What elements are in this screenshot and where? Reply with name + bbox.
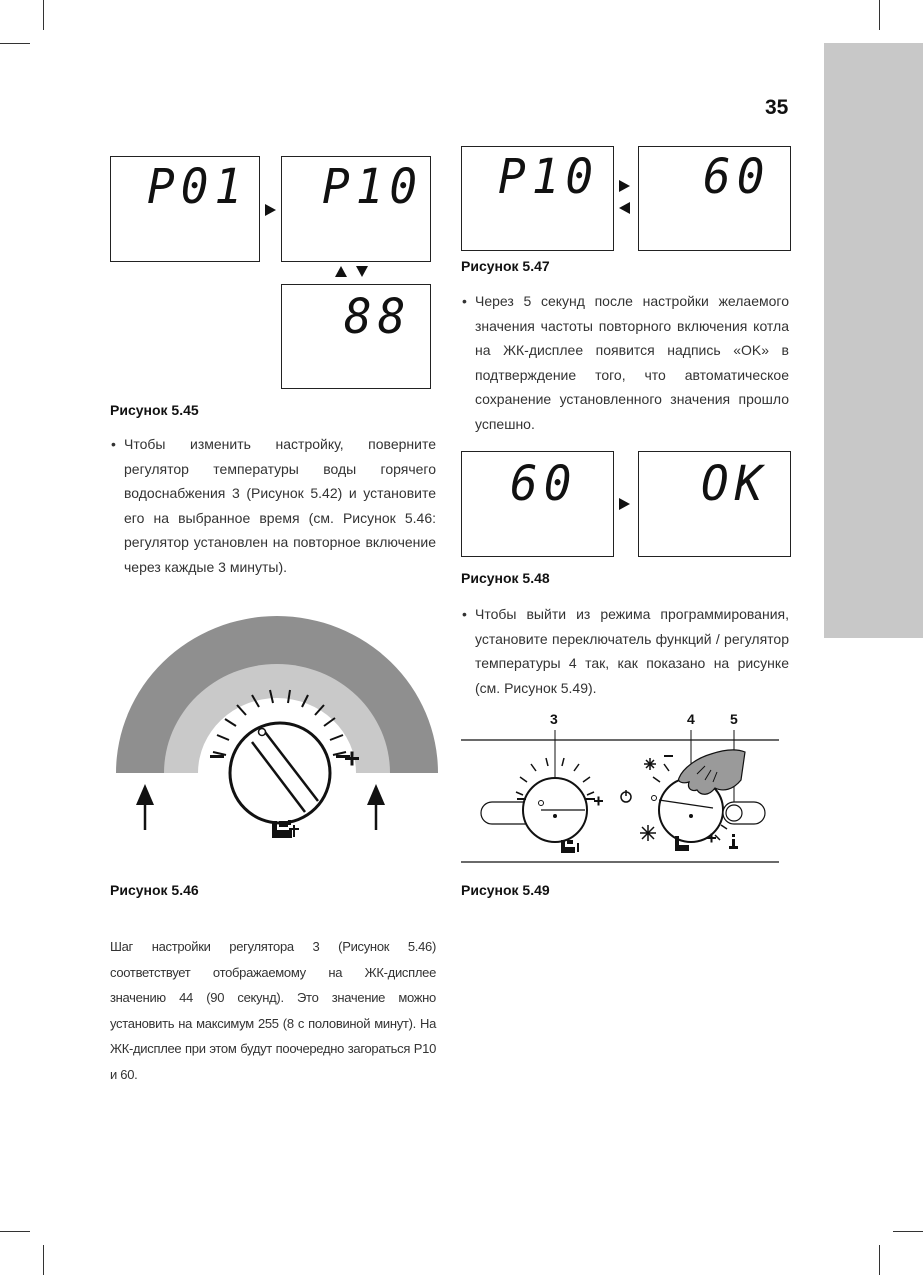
dhw-knob-diagram	[112, 608, 442, 858]
crop-mark	[43, 1245, 44, 1275]
arrow-up-icon	[367, 784, 385, 805]
snowflake-icon	[644, 758, 656, 770]
lcd-readout: 88	[344, 287, 412, 345]
lcd-readout: 60	[703, 147, 771, 205]
figure-caption: Рисунок 5.45	[110, 402, 199, 418]
sun-icon	[640, 825, 656, 841]
page-number: 35	[765, 96, 789, 119]
arrow-left-icon	[619, 202, 630, 214]
paragraph-ok-confirmation: • Через 5 секунд после настройки желаемого значения частоты повторного включения котла на ЖК-дисплее появится надпись «OK» в подтверждение того, что автоматическое сохранение установленного значения прошло успешно.	[475, 289, 789, 436]
crop-mark	[0, 1231, 30, 1232]
callout-label-5: 5	[730, 711, 738, 727]
lcd-readout: 60	[510, 454, 578, 512]
paragraph-setting-step-note: Шаг настройки регулятора 3 (Рисунок 5.46) соответствует отображаемому на ЖК-дисплее значению 44 (90 секунд). Это значение можно установить на максимум 255 (8 с половиной минут). На ЖК-дисплее при этом будут поочередно загораться P10 и 60.	[110, 939, 436, 1082]
control-panel-diagram	[461, 730, 781, 865]
arrow-up-icon	[136, 784, 154, 805]
crop-mark	[879, 0, 880, 30]
lcd-display	[638, 451, 791, 557]
paragraph-exit-programming: • Чтобы выйти из режима программирования, установите переключатель функций / регулятор температуры 4 так, как показано на рисунке (см. Рисунок 5.49).	[475, 602, 789, 700]
crop-mark	[0, 43, 30, 44]
hot-water-tap-icon	[272, 820, 299, 838]
figure-caption: Рисунок 5.49	[461, 882, 550, 898]
hot-water-tap-icon	[561, 840, 579, 853]
lcd-display	[281, 156, 431, 262]
arrow-right-icon	[619, 180, 630, 192]
lcd-display	[281, 284, 431, 389]
figure-caption: Рисунок 5.48	[461, 570, 550, 586]
figure-caption: Рисунок 5.47	[461, 258, 550, 274]
lcd-readout: P10	[322, 157, 424, 215]
lcd-display	[461, 451, 614, 557]
arrow-right-icon	[619, 498, 630, 510]
paragraph-rotate-instruction: • Чтобы изменить настройку, поверните регулятор температуры воды горячего водоснабжения 3 (Рисунок 5.42) и установите его на выбранное время (см. Рисунок 5.46: регулятор установлен на повторное включение через каждые 3 минуты).	[124, 432, 436, 579]
lcd-display	[461, 146, 614, 251]
arrow-down-icon	[356, 266, 368, 277]
arrow-up-icon	[335, 266, 347, 277]
info-icon	[729, 834, 738, 849]
crop-mark	[893, 1231, 923, 1232]
callout-label-4: 4	[687, 711, 695, 727]
knob	[230, 723, 330, 823]
arrow-right-icon	[265, 204, 276, 216]
reset-button	[726, 805, 742, 821]
hand-icon	[679, 750, 745, 794]
callout-label-3: 3	[550, 711, 558, 727]
lcd-readout: P10	[498, 147, 600, 205]
lcd-display	[638, 146, 791, 251]
lcd-readout: P01	[147, 157, 249, 215]
crop-mark	[879, 1245, 880, 1275]
lcd-display	[110, 156, 260, 262]
figure-caption: Рисунок 5.46	[110, 882, 199, 898]
chapter-side-tab	[824, 43, 923, 638]
lcd-readout: OK	[701, 454, 769, 512]
crop-mark	[43, 0, 44, 30]
